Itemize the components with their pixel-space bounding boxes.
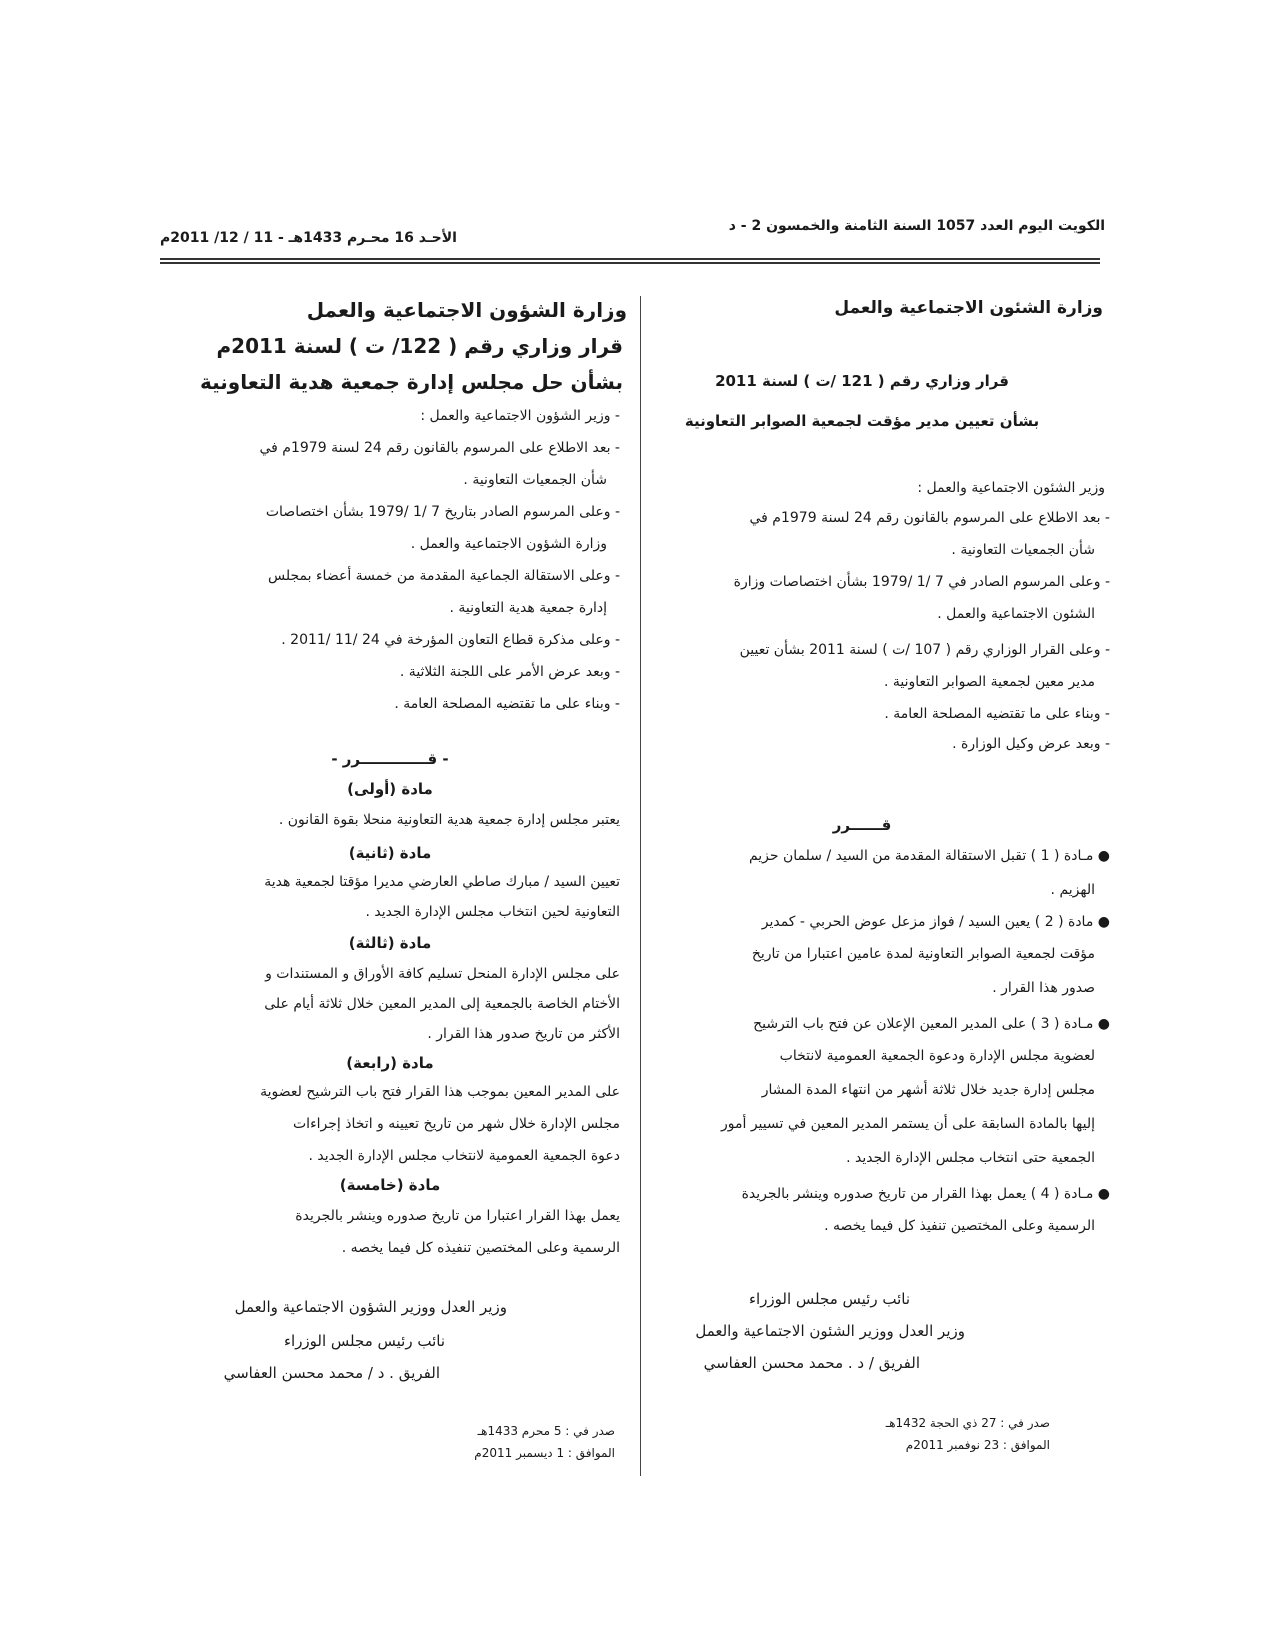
left-article-line: على مجلس الإدارة المنحل تسليم كافة الأوراق و المستندات و [265,966,620,982]
right-ministry-name: وزارة الشئون الاجتماعية والعمل [834,298,1103,318]
right-preamble-line: - وعلى القرار الوزاري رقم ( 107 /ت ) لسنة 2011 بشأن تعيين [739,642,1110,658]
left-article-line: الأختام الخاصة بالجمعية إلى المدير المعين خلال ثلاثة أيام على [264,996,620,1012]
right-signature-name: الفريق / د . محمد محسن العفاسي [703,1354,920,1372]
left-article-heading: مادة (ثانية) [348,844,432,862]
right-article-line: ● مادة ( 2 ) يعين السيد / فواز مزعل عوض الحربي - كمدير [761,914,1110,930]
right-article-line: ● مـادة ( 3 ) على المدير المعين الإعلان عن فتح باب الترشيح [753,1016,1110,1032]
header-rule-bottom [160,262,1100,264]
left-decision-subject: بشأن حل مجلس إدارة جمعية هدية التعاونية [199,370,623,394]
column-divider [640,296,641,1476]
right-issued-date: صدر في : 27 ذي الحجة 1432هـ [885,1416,1050,1430]
right-article-line: إليها بالمادة السابقة على أن يستمر المدير المعين في تسيير أمور [720,1116,1095,1132]
left-signature-role: وزير العدل ووزير الشؤون الاجتماعية والعمل [234,1298,507,1316]
left-preamble-line: - وبناء على ما تقتضيه المصلحة العامة . [394,696,620,712]
right-article-line: ● مـادة ( 4 ) يعمل بهذا القرار من تاريخ صدوره وينشر بالجريدة [741,1186,1110,1202]
left-corresponding-date: الموافق : 1 ديسمبر 2011م [474,1446,615,1460]
left-preamble-line: إدارة جمعية هدية التعاونية . [449,600,607,616]
left-preamble-line: - وزير الشؤون الاجتماعية والعمل : [420,408,620,424]
left-preamble-line: - بعد الاطلاع على المرسوم بالقانون رقم 24 لسنة 1979م في [259,440,620,456]
right-article-line: ● مـادة ( 1 ) تقبل الاستقالة المقدمة من السيد / سلمان حزيم [748,848,1110,864]
right-article-line: مجلس إدارة جديد خلال ثلاثة أشهر من انتهاء المدة المشار [761,1082,1095,1098]
header-date: الأحـد 16 محـرم 1433هـ - 11 / 12/ 2011م [160,230,457,246]
right-preamble-line: الشئون الاجتماعية والعمل . [937,606,1095,622]
right-corresponding-date: الموافق : 23 نوفمبر 2011م [905,1438,1050,1452]
left-article-line: على المدير المعين بموجب هذا القرار فتح باب الترشيح لعضوية [260,1084,620,1100]
right-signature-role: وزير العدل ووزير الشئون الاجتماعية والعمل [695,1322,965,1340]
left-preamble-line: - وبعد عرض الأمر على اللجنة الثلاثية . [399,664,620,680]
left-decision-number: قرار وزاري رقم ( 122/ ت ) لسنة 2011م [216,334,623,358]
left-preamble-line: - وعلى المرسوم الصادر بتاريخ 7 /1 /1979 بشأن اختصاصات [265,504,620,520]
left-article-line: التعاونية لحين انتخاب مجلس الإدارة الجديد . [365,904,620,920]
right-preamble-line: مدير معين لجمعية الصوابر التعاونية . [883,674,1095,690]
right-article-line: لعضوية مجلس الإدارة ودعوة الجمعية العمومية لانتخاب [779,1048,1095,1064]
right-decision-number: قرار وزاري رقم ( 121 /ت ) لسنة 2011 [715,372,1009,390]
left-issued-date: صدر في : 5 محرم 1433هـ [477,1424,615,1438]
left-signature-name: الفريق . د / محمد محسن العفاسي [223,1364,440,1382]
left-preamble-line: - وعلى الاستقالة الجماعية المقدمة من خمسة أعضاء بمجلس [268,568,620,584]
right-intro: وزير الشئون الاجتماعية والعمل : [917,480,1105,496]
right-article-line: مؤقت لجمعية الصوابر التعاونية لمدة عامين اعتبارا من تاريخ [751,946,1095,962]
right-preamble-line: - وبعد عرض وكيل الوزارة . [952,736,1110,752]
right-signature-title: نائب رئيس مجلس الوزراء [748,1290,910,1308]
left-preamble-line: وزارة الشؤون الاجتماعية والعمل . [410,536,607,552]
right-article-line: الرسمية وعلى المختصين تنفيذ كل فيما يخصه . [824,1218,1095,1234]
left-article-heading: مادة (رابعة) [346,1054,434,1072]
left-article-line: الأكثر من تاريخ صدور هذا القرار . [427,1026,620,1042]
left-ministry-name: وزارة الشؤون الاجتماعية والعمل [306,298,627,322]
left-article-line: مجلس الإدارة خلال شهر من تاريخ تعيينه و اتخاذ إجراءات [293,1116,620,1132]
left-article-heading: مادة (أولى) [347,780,433,798]
left-preamble-line: - وعلى مذكرة قطاع التعاون المؤرخة في 24 /11 /2011 . [281,632,620,648]
left-decides-heading: - قـــــــــــــرر - [331,750,449,768]
right-decision-subject: بشأن تعيين مدير مؤقت لجمعية الصوابر التعاونية [684,412,1040,430]
right-preamble-line: شأن الجمعيات التعاونية . [951,542,1095,558]
left-article-line: تعيين السيد / مبارك صاطي العارضي مديرا مؤقتا لجمعية هدية [264,874,620,890]
left-signature-title: نائب رئيس مجلس الوزراء [283,1332,445,1350]
right-preamble-line: - بعد الاطلاع على المرسوم بالقانون رقم 24 لسنة 1979م في [749,510,1110,526]
left-preamble-line: شأن الجمعيات التعاونية . [463,472,607,488]
left-article-line: الرسمية وعلى المختصين تنفيذه كل فيما يخصه . [341,1240,620,1256]
right-article-line: الهزيم . [1050,882,1095,898]
header-issue-info: الكويت اليوم العدد 1057 السنة الثامنة والخمسون 2 - د [728,218,1105,234]
right-decides-heading: قــــــرر [832,816,892,834]
right-preamble-line: - وعلى المرسوم الصادر في 7 /1 /1979 بشأن اختصاصات وزارة [733,574,1110,590]
header-rule-top [160,258,1100,260]
left-article-heading: مادة (ثالثة) [348,934,432,952]
right-article-line: الجمعية حتى انتخاب مجلس الإدارة الجديد . [846,1150,1095,1166]
left-article-line: يعتبر مجلس إدارة جمعية هدية التعاونية منحلا بقوة القانون . [278,812,620,828]
left-article-line: يعمل بهذا القرار اعتبارا من تاريخ صدوره وينشر بالجريدة [295,1208,620,1224]
right-preamble-line: - وبناء على ما تقتضيه المصلحة العامة . [884,706,1110,722]
left-article-line: دعوة الجمعية العمومية لانتخاب مجلس الإدارة الجديد . [308,1148,620,1164]
left-article-heading: مادة (خامسة) [339,1176,441,1194]
right-article-line: صدور هذا القرار . [992,980,1095,996]
